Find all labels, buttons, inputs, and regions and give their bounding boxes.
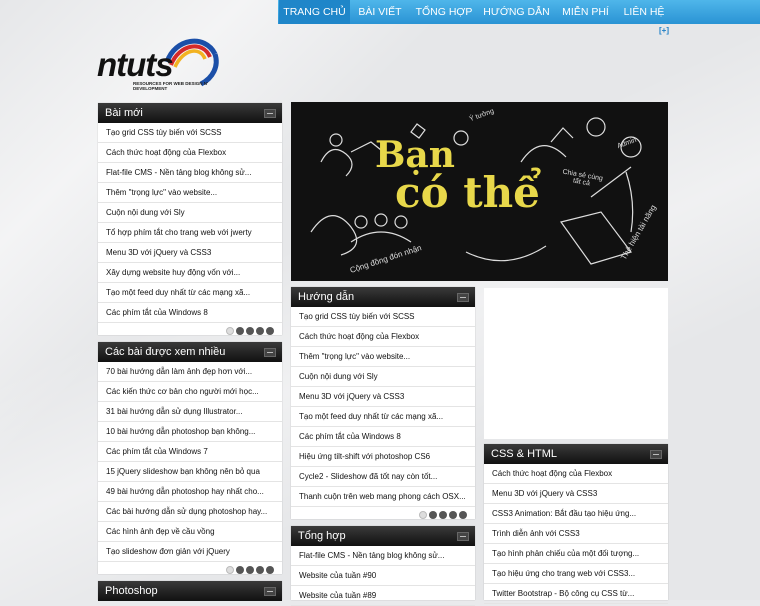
list-item[interactable]: Các phím tắt của Windows 8 xyxy=(98,303,282,323)
widget-header xyxy=(291,287,475,307)
widget-css-html xyxy=(484,444,668,600)
widget-tutorials xyxy=(291,287,475,519)
nav-item-free[interactable]: MIỄN PHÍ xyxy=(562,6,609,18)
pager-dot[interactable] xyxy=(246,327,254,335)
list-item[interactable]: Các phím tắt của Windows 8 xyxy=(291,427,475,447)
list-item[interactable]: Menu 3D với jQuery và CSS3 xyxy=(484,484,668,504)
pager-dot[interactable] xyxy=(236,566,244,574)
pager-dots xyxy=(224,561,274,570)
widget-header xyxy=(98,103,282,123)
pager-dot[interactable] xyxy=(449,511,457,519)
list-item[interactable]: Tạo một feed duy nhất từ các mạng xã... xyxy=(291,407,475,427)
list-item[interactable]: Cách thức hoạt động của Flexbox xyxy=(484,464,668,484)
list-item[interactable]: 49 bài hướng dẫn photoshop hay nhất cho... xyxy=(98,482,282,502)
list-item[interactable]: 15 jQuery slideshow bạn không nên bỏ qua xyxy=(98,462,282,482)
pager-dot[interactable] xyxy=(266,566,274,574)
list-item[interactable]: Cuộn nội dung với Sly xyxy=(98,203,282,223)
post-list xyxy=(291,307,475,507)
hero-line2: có thể xyxy=(395,168,540,217)
widget-title: Tổng hợp xyxy=(298,530,346,542)
list-item[interactable]: Cách thức hoạt động của Flexbox xyxy=(291,327,475,347)
nav-item-tutorials[interactable]: HƯỚNG DẪN xyxy=(483,6,550,18)
widget-header xyxy=(98,581,282,601)
pager-dot[interactable] xyxy=(419,511,427,519)
pager-dot[interactable] xyxy=(439,511,447,519)
post-list xyxy=(98,362,282,562)
list-item[interactable]: Tạo hiệu ứng cho trang web với CSS3... xyxy=(484,564,668,584)
nav-item-home[interactable]: TRANG CHỦ xyxy=(279,0,350,24)
widget-title: Photoshop xyxy=(105,585,158,597)
list-item[interactable]: Cách thức hoạt động của Flexbox xyxy=(98,143,282,163)
pager-dot[interactable] xyxy=(429,511,437,519)
pager-dot[interactable] xyxy=(256,566,264,574)
list-item[interactable]: Twitter Bootstrap - Bộ công cụ CSS từ... xyxy=(484,584,668,604)
logo-tagline: RESOURCES FOR WEB DESIGN N' DEVELOPMENT xyxy=(133,81,209,91)
list-item[interactable]: Website của tuần #90 xyxy=(291,566,475,586)
pager-dot[interactable] xyxy=(256,327,264,335)
widget-header xyxy=(291,526,475,546)
list-item[interactable]: Các bài hướng dẫn sử dụng photoshop hay... xyxy=(98,502,282,522)
hero-scribble: Cộng đồng đón nhận xyxy=(348,243,423,275)
pager-dots xyxy=(417,506,467,515)
widget-new-posts xyxy=(98,103,282,335)
list-item[interactable]: Các kiến thức cơ bản cho người mới học... xyxy=(98,382,282,402)
minimize-icon[interactable] xyxy=(264,348,276,357)
logo-wordmark: ntuts xyxy=(97,46,173,83)
list-item[interactable]: Tạo slideshow đơn giản với jQuery xyxy=(98,542,282,562)
widget-most-viewed xyxy=(98,342,282,574)
list-item[interactable]: Thêm "trọng lực" vào website... xyxy=(291,347,475,367)
widget-title: CSS & HTML xyxy=(491,448,558,460)
widget-title: Hướng dẫn xyxy=(298,291,355,303)
list-item[interactable]: Website của tuần #89 xyxy=(291,586,475,606)
list-item[interactable]: 10 bài hướng dẫn photoshop bạn không... xyxy=(98,422,282,442)
list-item[interactable]: Trình diễn ảnh với CSS3 xyxy=(484,524,668,544)
hero-scribble: Ý tưởng xyxy=(468,107,496,124)
hero-banner[interactable] xyxy=(291,102,668,281)
widget-summary xyxy=(291,526,475,600)
minimize-icon[interactable] xyxy=(264,109,276,118)
list-item[interactable]: Tạo hình phản chiếu của một đối tượng... xyxy=(484,544,668,564)
hero-scribble: Thể hiện tài năng xyxy=(619,203,658,262)
list-item[interactable]: Tạo một feed duy nhất từ các mạng xã... xyxy=(98,283,282,303)
post-list xyxy=(484,464,668,604)
hero-scribble: Chia sẻ cùng tất cả xyxy=(561,168,604,188)
pager-dot[interactable] xyxy=(246,566,254,574)
list-item[interactable]: Tạo grid CSS tùy biến với SCSS xyxy=(291,307,475,327)
list-item[interactable]: 70 bài hướng dẫn làm ảnh đẹp hơn với... xyxy=(98,362,282,382)
pager-dot[interactable] xyxy=(236,327,244,335)
expand-toggle[interactable]: [+] xyxy=(659,26,669,35)
minimize-icon[interactable] xyxy=(457,532,469,541)
pager-dot[interactable] xyxy=(226,327,234,335)
widget-title: Bài mới xyxy=(105,107,143,119)
minimize-icon[interactable] xyxy=(264,587,276,596)
list-item[interactable]: Menu 3D với jQuery và CSS3 xyxy=(98,243,282,263)
post-list xyxy=(98,123,282,323)
list-item[interactable]: Các phím tắt của Windows 7 xyxy=(98,442,282,462)
pager-dots xyxy=(224,322,274,331)
post-list xyxy=(291,546,475,606)
nav-item-summary[interactable]: TỔNG HỢP xyxy=(415,6,473,18)
list-item[interactable]: Thêm "trọng lực" vào website... xyxy=(98,183,282,203)
list-item[interactable]: Các hình ảnh đẹp về cầu vồng xyxy=(98,522,282,542)
list-item[interactable]: Tạo grid CSS tùy biến với SCSS xyxy=(98,123,282,143)
list-item[interactable]: 31 bài hướng dẫn sử dụng Illustrator... xyxy=(98,402,282,422)
list-item[interactable]: Flat-file CMS - Nền tảng blog không sử... xyxy=(291,546,475,566)
hero-scribble: Admin xyxy=(616,136,638,151)
widget-photoshop xyxy=(98,581,282,600)
widget-header xyxy=(98,342,282,362)
list-item[interactable]: Cuộn nội dung với Sly xyxy=(291,367,475,387)
list-item[interactable]: Thanh cuộn trên web mang phong cách OSX... xyxy=(291,487,475,507)
widget-header xyxy=(484,444,668,464)
list-item[interactable]: CSS3 Animation: Bắt đầu tạo hiệu ứng... xyxy=(484,504,668,524)
nav-item-contact[interactable]: LIÊN HỆ xyxy=(623,6,665,18)
pager-dot[interactable] xyxy=(459,511,467,519)
list-item[interactable]: Flat-file CMS - Nền tảng blog không sử... xyxy=(98,163,282,183)
list-item[interactable]: Xây dựng website huy động vốn với... xyxy=(98,263,282,283)
ad-placeholder xyxy=(484,288,668,439)
nav-item-posts[interactable]: BÀI VIẾT xyxy=(358,6,402,18)
list-item[interactable]: Menu 3D với jQuery và CSS3 xyxy=(291,387,475,407)
pager-dot[interactable] xyxy=(226,566,234,574)
pager-dot[interactable] xyxy=(266,327,274,335)
list-item[interactable]: Cycle2 - Slideshow đã tốt nay còn tốt... xyxy=(291,467,475,487)
minimize-icon[interactable] xyxy=(457,293,469,302)
top-nav xyxy=(0,0,760,24)
list-item[interactable]: Hiệu ứng tilt-shift với photoshop CS6 xyxy=(291,447,475,467)
widget-title: Các bài được xem nhiều xyxy=(105,346,226,358)
minimize-icon[interactable] xyxy=(650,450,662,459)
hero-line1: Bạn xyxy=(375,134,455,176)
list-item[interactable]: Tổ hợp phím tắt cho trang web với jwerty xyxy=(98,223,282,243)
site-logo[interactable] xyxy=(97,32,221,98)
